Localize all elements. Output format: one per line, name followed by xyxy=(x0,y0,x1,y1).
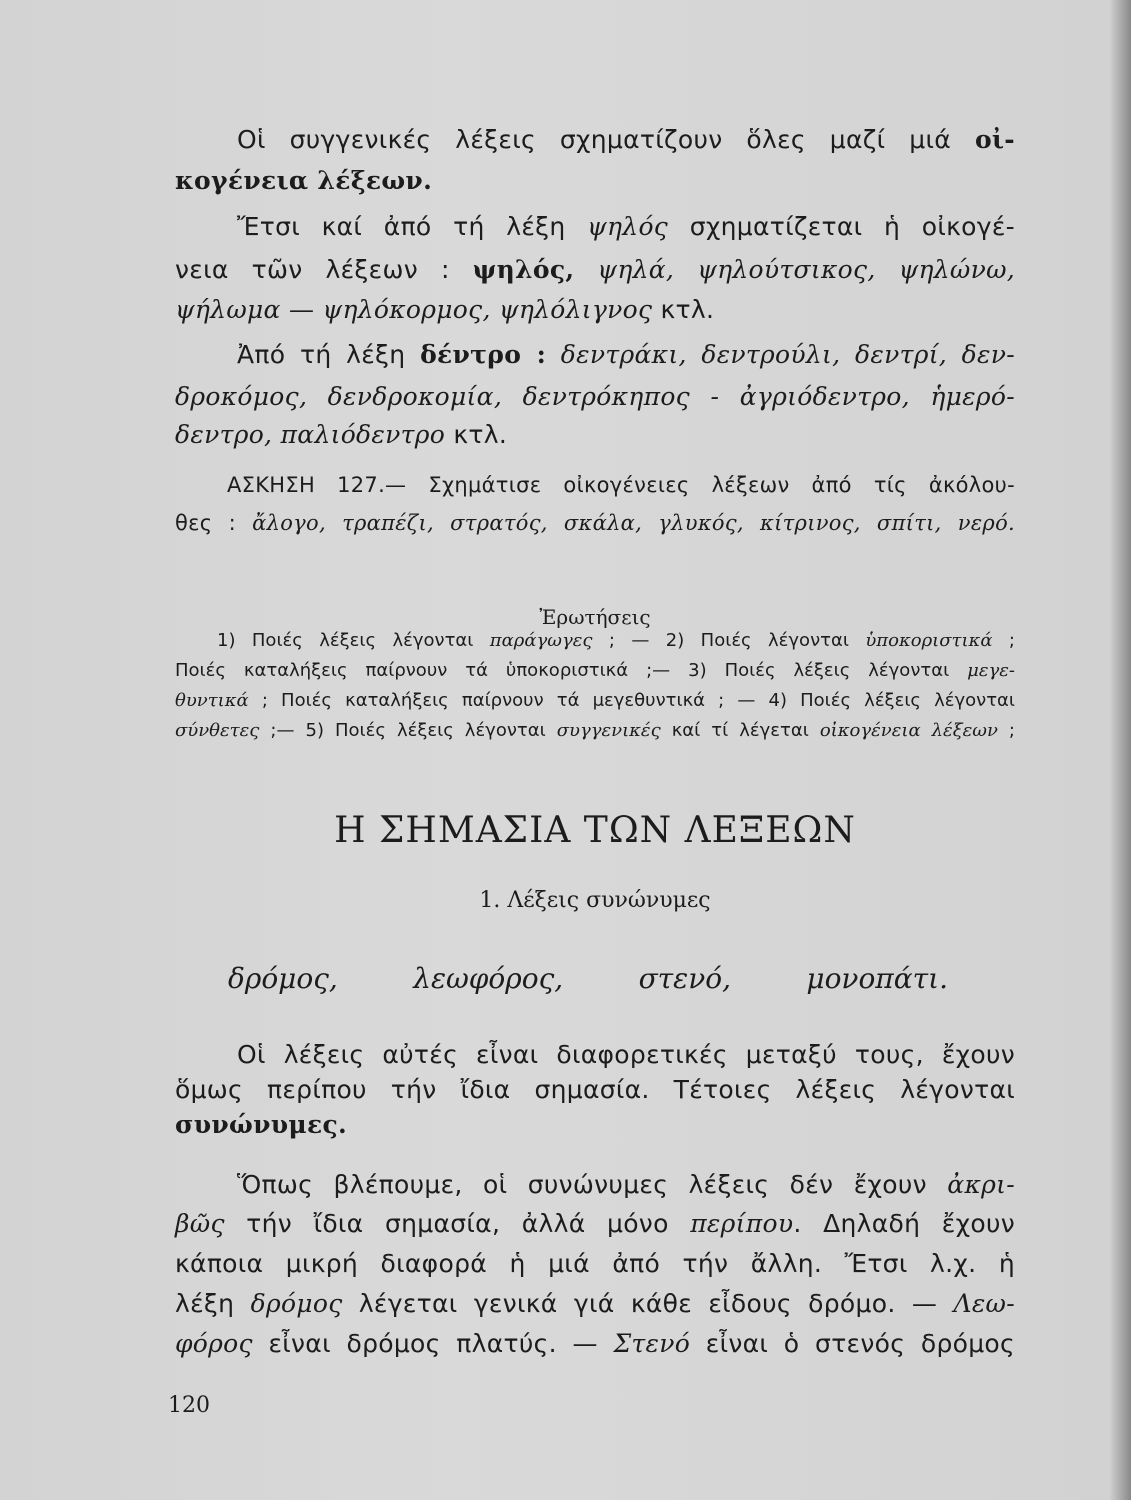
text-line xyxy=(175,420,1015,450)
italic-term: θυντικά xyxy=(175,690,249,711)
text-span: κτλ. xyxy=(652,295,715,324)
text-span: κτλ. xyxy=(445,420,508,449)
italic-term: φόρος xyxy=(175,1329,253,1358)
text-span: εἶναι δρόμος πλατύς. — xyxy=(252,1329,614,1358)
synonym-words-row xyxy=(228,962,948,995)
text-span: . Δηλαδή ἔχουν xyxy=(793,1209,1015,1238)
exercise-line xyxy=(175,470,1015,500)
italic-term: δεντρο, παλιόδεντρο xyxy=(175,420,446,449)
italic-term: σύνθετες xyxy=(175,720,260,741)
section-title: 1. Λέξεις συνώνυμες xyxy=(479,888,711,913)
text-line xyxy=(175,382,1015,412)
synonym-word: λεωφόρος, xyxy=(413,962,564,995)
text-span xyxy=(546,340,561,369)
text-span: θες : xyxy=(175,511,253,535)
italic-term: παράγωγες xyxy=(489,630,593,651)
text-line xyxy=(175,1170,1015,1200)
question-line xyxy=(175,720,1015,742)
text-span: νεια τῶν λέξεων : xyxy=(175,255,473,284)
text-line xyxy=(175,295,1015,325)
text-span: ; Ποιές καταλήξεις παίρνουν τά μεγεθυντικά ; — 4) Ποιές λέξεις λέγονται xyxy=(248,690,1015,711)
italic-term: οἰκογένεια λέξεων xyxy=(819,720,998,741)
italic-term: δρόμος xyxy=(250,1289,343,1318)
page-number: 120 xyxy=(168,1393,210,1418)
text-span: τήν ἴδια σημασία, ἀλλά μόνο xyxy=(224,1209,691,1238)
italic-term: ψηλός xyxy=(587,212,669,241)
text-line xyxy=(175,1329,1015,1359)
italic-term: δεντράκι, δεντρούλι, δεντρί, δεν- xyxy=(560,340,1015,369)
italic-term: περίπου xyxy=(690,1209,794,1238)
text-line xyxy=(175,255,1015,285)
italic-term: μεγε- xyxy=(967,660,1015,681)
bold-term: οἰ- xyxy=(974,125,1015,154)
bold-term: ψηλός, xyxy=(472,255,575,284)
italic-term: Στενό xyxy=(613,1329,691,1358)
italic-term: ὑποκοριστικά xyxy=(865,630,993,651)
text-span: Ἔτσι καί ἀπό τή λέξη xyxy=(237,212,588,241)
text-span: ; — 2) Ποιές λέγονται xyxy=(592,630,866,651)
italic-term: βῶς xyxy=(175,1209,225,1238)
italic-term: Λεω- xyxy=(953,1289,1015,1318)
text-line xyxy=(175,125,1015,155)
chapter-title: Η ΣΗΜΑΣΙΑ ΤΩΝ ΛΕΞΕΩΝ xyxy=(334,810,856,851)
text-line xyxy=(175,1075,1015,1105)
synonym-word: μονοπάτι. xyxy=(806,962,948,995)
text-line xyxy=(175,212,1015,242)
text-span: ; xyxy=(992,630,1015,651)
text-span: Ἀπό τή λέξη xyxy=(237,340,421,369)
text-line xyxy=(175,1110,1015,1140)
italic-term: συγγενικές xyxy=(556,720,661,741)
exercise-line xyxy=(175,508,1015,538)
bold-term: κογένεια λέξεων. xyxy=(175,166,433,195)
text-span: καί τί λέγεται xyxy=(660,720,820,741)
question-line xyxy=(175,660,1015,682)
text-line xyxy=(175,166,1015,196)
text-span xyxy=(574,255,597,284)
synonym-word: δρόμος, xyxy=(228,962,338,995)
italic-term: ἀκρι- xyxy=(947,1170,1015,1199)
question-line xyxy=(175,630,1015,652)
text-span: Ποιές καταλήξεις παίρνουν τά ὑποκοριστικά ;— 3) Ποιές λέξεις λέγονται xyxy=(175,660,968,681)
text-line xyxy=(175,1289,1015,1319)
bold-term: συνώνυμες. xyxy=(175,1110,348,1139)
italic-term: ψήλωμα — ψηλόκορμος, ψηλόλιγνος xyxy=(175,295,653,324)
text-span: ΑΣΚΗΣΗ 127.— Σχημάτισε οἰκογένειες λέξεων ἀπό τίς ἀκόλου- xyxy=(227,473,1015,497)
text-span: κάποια μικρή διαφορά ἡ μιά ἀπό τήν ἄλλη. Ἔτσι λ.χ. ἡ xyxy=(175,1249,1015,1278)
question-line xyxy=(175,690,1015,712)
text-span: ;— 5) Ποιές λέξεις λέγονται xyxy=(259,720,557,741)
text-span: ὅμως περίπου τήν ἴδια σημασία. Τέτοιες λέξεις λέγονται xyxy=(175,1075,1015,1104)
page-edge-shadow xyxy=(1109,0,1131,1500)
text-span: Ὅπως βλέπουμε, οἱ συνώνυμες λέξεις δέν ἔχουν xyxy=(237,1170,948,1199)
questions-heading: Ἐρωτήσεις xyxy=(539,605,651,629)
text-line xyxy=(175,340,1015,370)
text-span: λέγεται γενικά γιά κάθε εἶδους δρόμο. — xyxy=(342,1289,954,1318)
text-span: λέξη xyxy=(175,1289,251,1318)
italic-term: δροκόμος, δενδροκομία, δεντρόκηπος - ἀγριόδεντρο, ἡμερό- xyxy=(175,382,1015,411)
bold-term: δέντρο : xyxy=(420,340,547,369)
text-line xyxy=(175,1209,1015,1239)
italic-term: ψηλά, ψηλούτσικος, ψηλώνω, xyxy=(597,255,1016,284)
text-span: ; xyxy=(997,720,1015,741)
synonym-word: στενό, xyxy=(638,962,731,995)
italic-term: ἄλογο, τραπέζι, στρατός, σκάλα, γλυκός, κίτρινος, σπίτι, νερό. xyxy=(252,511,1015,535)
text-span: Οἱ συγγενικές λέξεις σχηματίζουν ὅλες μαζί μιά xyxy=(237,125,975,154)
text-line xyxy=(175,1040,1015,1070)
text-span: σχηματίζεται ἡ οἰκογέ- xyxy=(668,212,1016,241)
text-line xyxy=(175,1249,1015,1279)
text-span: εἶναι ὁ στενός δρόμος xyxy=(690,1329,1015,1358)
text-span: Οἱ λέξεις αὐτές εἶναι διαφορετικές μεταξύ τους, ἔχουν xyxy=(237,1040,1015,1069)
text-span: 1) Ποιές λέξεις λέγονται xyxy=(217,630,490,651)
